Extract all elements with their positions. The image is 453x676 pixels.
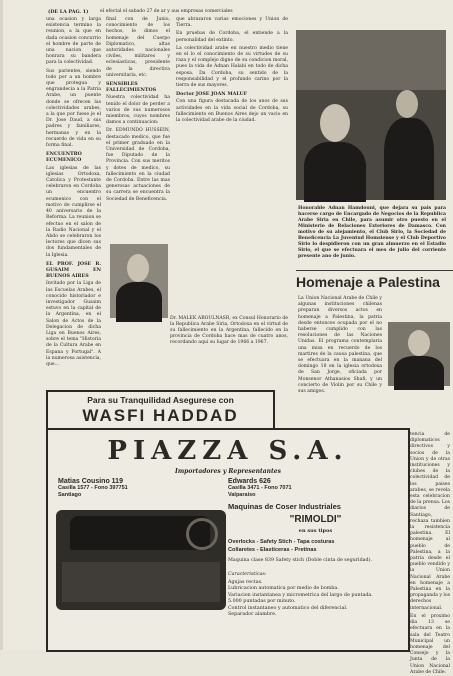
col3-paragraph: La colectividad arabe en nuestro medio tiene en el lo el conocimiento de su virtudes de su raza y el complejo digno de su condicion moral, pues la vida de Adnan Halabi en todo de dicha esposa, Da Cordoba, su sentido de la responsabilidad y el profundo carino por la tierra de sus mayores. bbox=[176, 45, 288, 89]
homenaje-rule bbox=[296, 270, 453, 271]
portrait-suit bbox=[116, 282, 162, 322]
homenaje-continued bbox=[410, 432, 451, 675]
model-item: Collaretes - Elasticeras - Pretinas bbox=[228, 547, 317, 553]
main-photo bbox=[296, 30, 446, 200]
main-photo-suit-left bbox=[304, 142, 366, 202]
feature-item: Control instantaneo y automatico del diferencial. bbox=[228, 605, 348, 611]
column-1 bbox=[46, 17, 101, 382]
col1-heading: EL PROF. JOSE R. GUSAIM EN BUENOS AIRES bbox=[46, 260, 101, 280]
col1-paragraph: Sus parientes, siendo todo por a un hombre que protegua y engrandecia a la Patria Arabe, un puente donde se ofrecen las colectividades arabes, a la que por fuese je el Dr. Jose Daud, a sus padres y familiares, hermanas y en la recuerdo de vida en su forma final. bbox=[46, 68, 101, 149]
col1-paragraph: Las iglesias de las iglesias Ortodoxa, Catolica y Protestante celebraron en Cordoba un encuentro ecumenico con el motivo de cumplirse el 40 aniversario de la Reforma. La reunion se efectuo en el salon de la Radio Nacional y el Abdo se celebraron los lectores que dicen sus dos fundamentales de la Iglesia. bbox=[46, 165, 101, 258]
features-heading: Caracteristicas: bbox=[228, 572, 267, 577]
machine-wheel bbox=[186, 518, 218, 550]
brand-name: "RIMOLDI" bbox=[289, 514, 342, 525]
address-line: Santiago bbox=[58, 492, 82, 498]
features-list bbox=[228, 580, 403, 618]
sewing-machine bbox=[56, 510, 226, 610]
feature-item: Agujas rectas. bbox=[228, 580, 263, 585]
main-photo-caption: Honorable Adnan Hamdouni, que dejara su pais para hacerse cargo de Encargado de Negocios de la Republica Arabe Siria en Chile, para asumir otro puesto en el Ministerio de Relaciones Exteriores de Damasco. Con motivo de su alejamiento, el Club Sirio, la Sociedad de Beneficencia La Juventud Homsiense y el Club Deportivo Sirio lo despidieron con un gran almuerzo en el Estadio Sirio, el que se efectuara el mes de julio del corriente presente ano de junio. bbox=[298, 206, 446, 259]
col3-paragraph: En pruebas de Cordoba, el entiende a la personalidad del extinto. bbox=[176, 31, 288, 43]
wasfi-name: WASFI HADDAD bbox=[82, 406, 239, 425]
page-ref: (DE LA PAG. 1) bbox=[48, 9, 89, 15]
col3-paragraph: que abrazaron varias emociones y Union de Tierra. bbox=[176, 17, 288, 29]
address-line: Edwards 626 bbox=[228, 478, 271, 485]
wasfi-tagline: Para su Tranquilidad Asegurese con bbox=[87, 395, 234, 405]
address-line: Valparaiso bbox=[228, 492, 256, 498]
main-photo-face-right bbox=[396, 90, 418, 118]
feature-item: Variacion instantanea y micrometrica del largo de puntada. bbox=[228, 592, 373, 598]
feature-item: 5.000 puntadas por minuto. bbox=[228, 599, 296, 605]
homenaje-title: Homenaje a Palestina bbox=[296, 274, 440, 290]
col1-paragraph: una ocasion y larga existencia termino la reunion, a la que en dada ocasion concurrio el hombre de parte de una nacion que honrara su bandera para la colectividad. bbox=[46, 17, 101, 66]
homenaje-paragraph: En el proximo dia 13 se efectuara en la sala del Teatro Municipal un homenaje del Consejo y la Junta de la Union Nacional Arabe de Chile. bbox=[410, 613, 450, 675]
model-item: Overlocks - Safety Stich - Tapa costuras bbox=[228, 539, 335, 545]
page-fold bbox=[0, 0, 3, 650]
homenaje-paragraph: La Union Nacional Arabe de Chile y algunas instituciones chilenas preparan diversos actos en homenaje a Palestina, la patria desde entonces ocupada por el no haberse cumplido con las resoluciones de las Naciones Unidas. El programa contemplaria una misa en recuerdo de los martires de la causa palestina, que se efectuara en la manana del domingo 18 en la iglesia ortodoxa de San Jorge, oficiada por Monsenor Athanasios Shafi, y un concierto de Violin por su Chile y sus amigos. bbox=[298, 296, 382, 395]
address-line: Matias Cousino 119 bbox=[58, 478, 123, 485]
top-line: el efectal el sabado 27 de ar y aus empresas comerciales bbox=[100, 9, 233, 14]
piazza-title: PIAZZA S.A. bbox=[107, 436, 349, 466]
col2-paragraph: Nuestra colectividad ha tenido el dolor de perder a varios de sus numerosos miembros, cuyos nombres damos a continuacion: bbox=[106, 95, 170, 126]
product-line: Maquinas de Coser Industriales bbox=[228, 502, 341, 511]
col2-heading: SENSIBLES FALLECIMIENTOS bbox=[106, 81, 157, 94]
portrait-caption: Dr. MALEK ABOULNASR, ex Consul Honorario de la Republica Arabe Siria, Ortodoxa en el virtud de su fallecimiento en la Argentina, fallecido en la provincia de Cordoba hace mas de cuatro anos, recordando aqui su lugar de 1966 a 1967. bbox=[170, 316, 288, 345]
feature-item: Lubricacion automatica por medio de bomba. bbox=[228, 586, 339, 592]
address-line: Casilla 1577 - Fono 397751 bbox=[58, 485, 128, 491]
homenaje-body bbox=[298, 296, 382, 418]
col2-paragraph: final con de Junio, conocimiento de los hechos, le dimos el homenaje del Cuerpo Diplomatico, altas autoridades nacionales civiles, militares y eclesiasticas, presidente de la directiva universitaria, etc. bbox=[106, 17, 170, 78]
col1-paragraph: Invitado por la Liga de las Escuelas Arabes, el conocido historiador e investigador Gusaim estuvo en la capital de la Argentina, en el Salon de Actos de la Delegacion de dicha Liga en Buenos Aires, sobre el tema "Historia de la Cultura Arabe en Espana y Portugal". A la numerosa asistencia, que... bbox=[46, 281, 101, 367]
piazza-subtitle: Importadores y Representantes bbox=[175, 468, 281, 475]
piazza-ad bbox=[46, 428, 410, 652]
class-line: Maquina clase 839 Safety stich (Doble cinta de seguridad). bbox=[228, 558, 372, 563]
homenaje-photo-suit bbox=[394, 356, 444, 390]
main-photo-suit-right bbox=[384, 118, 434, 200]
feature-item: Separador alambre. bbox=[228, 612, 277, 618]
homenaje-photo-face bbox=[408, 330, 430, 356]
portrait-face bbox=[127, 254, 149, 282]
col2-paragraph: Dr. EDMUNDO HUSSEIN, destacado medico, que fue el primer graduado en la Universidad de Cordoba, fue Diputado de la Provincia. Con sus meritos y dotes de medico, su fallecimiento en la ciudad de Cordoba. Entre las mas generosas actuaciones de su carrera se encuentra la Sociedad de Beneficencia. bbox=[106, 128, 170, 202]
sewing-machine-illustration bbox=[56, 500, 226, 640]
model-line bbox=[228, 538, 403, 554]
machine-base bbox=[62, 562, 220, 602]
portrait-photo bbox=[110, 244, 168, 318]
homenaje-paragraph: tencia de diplomaticos directivos y socios de la Union y de otras instituciones y clubes de la colectividad de los paises arabes, se revela esta celebracion de la prensa. Los diarios de Santiago, rechaza tambien la resistencia palestina. El homenaje al pueblo de Palestina, a la patria desde el pueblo vendido y la Union Nacional Arabe en homenaje a Palestina en la propaganda y los derechos internacional. bbox=[410, 432, 451, 611]
types-line: en sus tipos bbox=[298, 528, 333, 534]
photo-background bbox=[296, 30, 446, 90]
column-2 bbox=[106, 17, 170, 237]
col3-heading: Doctor JOSE JOAN MALUF bbox=[176, 91, 248, 98]
wasfi-haddad-ad bbox=[46, 390, 275, 430]
homenaje-photo bbox=[388, 322, 450, 386]
col1-heading: ENCUENTRO ECUMENICO bbox=[46, 151, 82, 164]
main-photo-face-left bbox=[320, 104, 350, 142]
address-line: Casilla 3471 - Fono 7071 bbox=[228, 485, 292, 491]
col3-paragraph: Con una figura destacada de los anos de sus actividades en la vida social de Cordoba, su fallecimiento en Buenos Aires dejo un vacio en la colectividad arabe de la ciudad. bbox=[176, 99, 288, 124]
left-address bbox=[58, 478, 178, 499]
right-address bbox=[228, 478, 348, 499]
